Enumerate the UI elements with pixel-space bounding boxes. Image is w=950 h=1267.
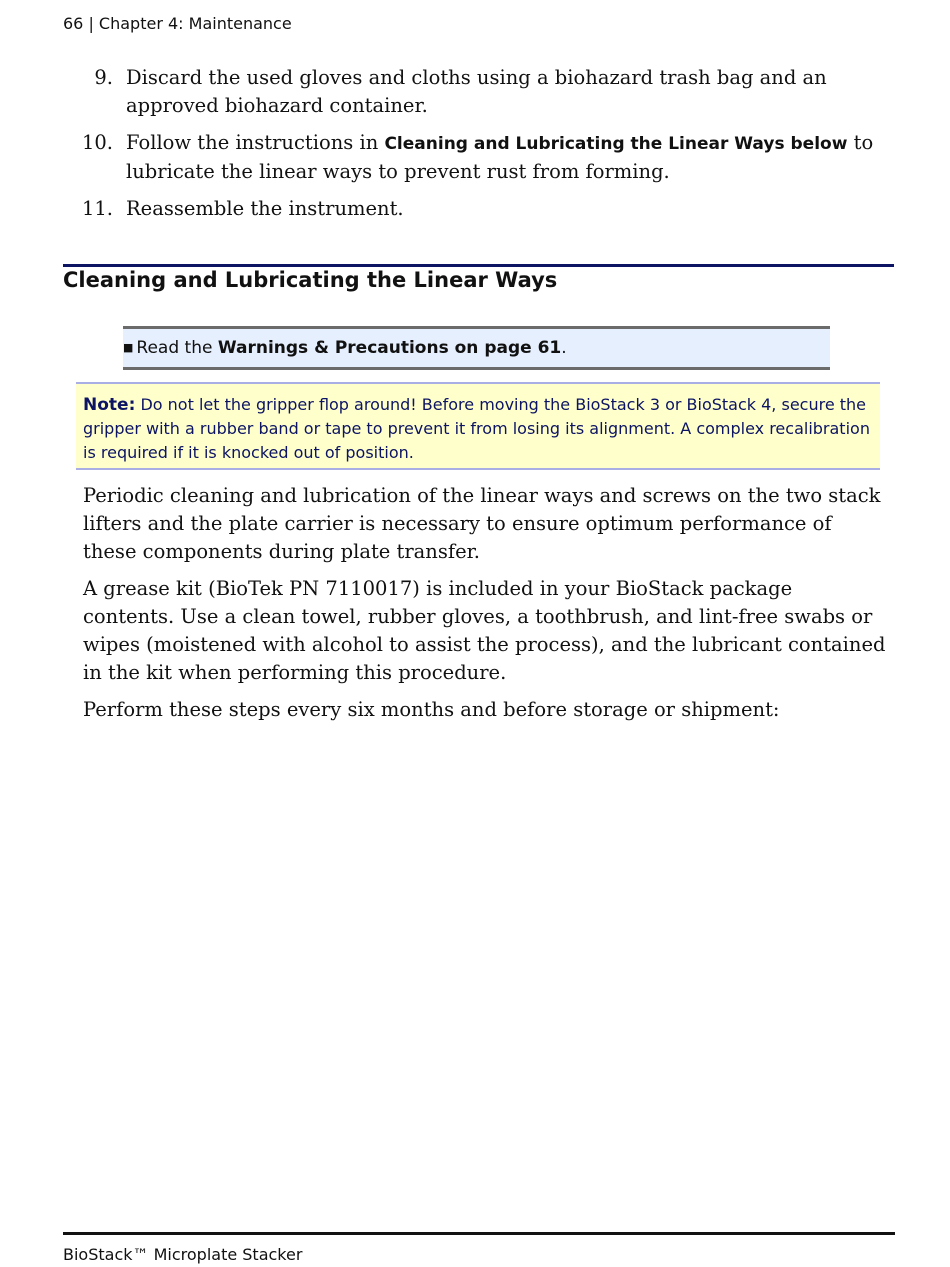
step-item bbox=[63, 129, 893, 186]
warning-callout bbox=[123, 326, 830, 370]
body-paragraph: Periodic cleaning and lubrication of the linear ways and screws on the two stack lifters and the plate carrier is necessary to ensure optimum performance of these components during plate transfer. bbox=[83, 484, 881, 563]
footer-divider bbox=[63, 1232, 895, 1235]
note-label: Note: bbox=[83, 395, 136, 415]
step-list bbox=[63, 64, 893, 232]
section-title: Cleaning and Lubricating the Linear Ways bbox=[63, 268, 558, 292]
warning-suffix: . bbox=[561, 338, 567, 358]
body-text bbox=[83, 482, 889, 733]
warnings-link[interactable]: Warnings & Precautions on page 61 bbox=[217, 338, 562, 358]
step-text-after: to lubricate the linear ways to prevent rust from forming. bbox=[126, 131, 874, 183]
step-text: Reassemble the instrument. bbox=[126, 197, 404, 220]
bullet-icon: ■ bbox=[123, 341, 134, 354]
step-item bbox=[63, 195, 893, 223]
step-number: 9. bbox=[94, 66, 113, 89]
step-number: 10. bbox=[81, 131, 113, 154]
step-text: Discard the used gloves and cloths using a biohazard trash bag and an approved biohazard container. bbox=[126, 66, 827, 117]
note-callout bbox=[76, 382, 880, 470]
note-text: Do not let the gripper flop around! Before moving the BioStack 3 or BioStack 4, secure the gripper with a rubber band or tape to prevent it from losing its alignment. A complex recalibration is required if it is knocked out of position. bbox=[83, 395, 870, 462]
body-paragraph: A grease kit (BioTek PN 7110017) is included in your BioStack package contents. Use a clean towel, rubber gloves, a toothbrush, and lint-free swabs or wipes (moistened with alcohol to assist the process), and the lubricant contained in the kit when performing this procedure. bbox=[83, 577, 886, 684]
step-item bbox=[63, 64, 893, 120]
running-header: 66 | Chapter 4: Maintenance bbox=[63, 14, 292, 33]
step-number: 11. bbox=[81, 197, 113, 220]
warning-prefix: Read the bbox=[136, 338, 218, 358]
cross-reference-link[interactable]: Cleaning and Lubricating the Linear Ways below bbox=[384, 134, 848, 154]
body-paragraph: Perform these steps every six months and before storage or shipment: bbox=[83, 698, 780, 721]
step-text-before: Follow the instructions in bbox=[126, 131, 385, 154]
section-divider bbox=[63, 264, 894, 267]
running-footer: BioStack™ Microplate Stacker bbox=[63, 1245, 303, 1264]
